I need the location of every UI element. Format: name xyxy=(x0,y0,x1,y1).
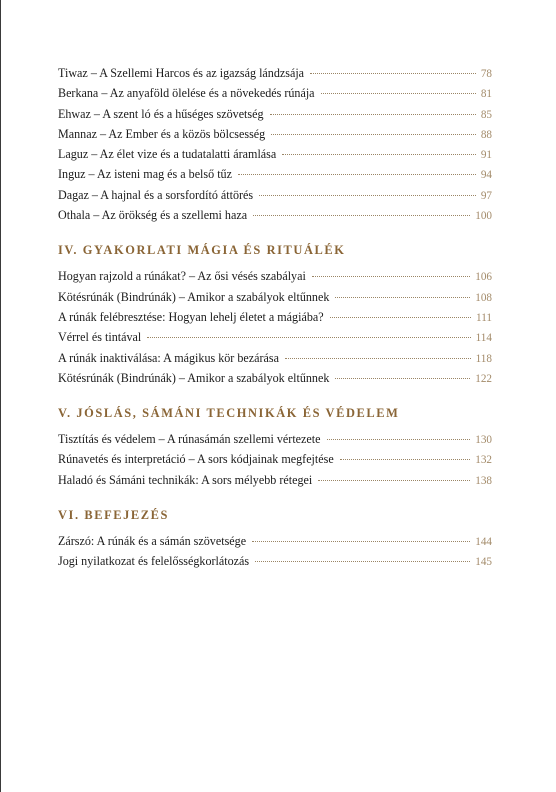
dot-leader xyxy=(271,134,476,135)
toc-entry-page: 122 xyxy=(475,372,492,385)
toc-entry-page: 106 xyxy=(475,271,492,284)
toc-entry-page: 97 xyxy=(480,189,492,202)
dot-leader xyxy=(335,297,470,298)
toc-entry-page: 114 xyxy=(475,332,492,345)
dot-leader xyxy=(282,154,476,155)
table-of-contents xyxy=(58,63,492,572)
dot-leader xyxy=(238,174,476,175)
dot-leader xyxy=(327,439,471,440)
toc-entry-page: 108 xyxy=(475,291,492,304)
toc-entry-title: Zárszó: A rúnák és a sámán szövetsége xyxy=(58,534,247,549)
dot-leader xyxy=(253,215,470,216)
toc-entry[interactable] xyxy=(58,144,492,164)
toc-entry-title: Ehwaz – A szent ló és a hűséges szövetség xyxy=(58,106,264,121)
dot-leader xyxy=(335,378,470,379)
toc-entry-title: A rúnák felébresztése: Hogyan lehelj életet a mágiába? xyxy=(58,309,324,324)
toc-entry-page: 85 xyxy=(480,108,492,121)
dot-leader xyxy=(318,480,470,481)
toc-entry-title: Jogi nyilatkozat és felelősségkorlátozás xyxy=(58,554,250,569)
toc-entry-page: 144 xyxy=(475,536,492,549)
dot-leader xyxy=(147,337,470,338)
toc-group-runes xyxy=(58,63,492,225)
toc-entry[interactable] xyxy=(58,307,492,327)
toc-entry-title: Othala – Az örökség és a szellemi haza xyxy=(58,208,248,223)
toc-entry-title: Inguz – Az isteni mag és a belső tűz xyxy=(58,167,232,182)
section-heading: VI. BEFEJEZÉS xyxy=(58,508,170,523)
toc-entry-page: 118 xyxy=(475,352,492,365)
dot-leader xyxy=(321,93,476,94)
toc-entry[interactable] xyxy=(58,327,492,347)
toc-entry-page: 111 xyxy=(476,311,492,324)
toc-entry-title: Tiwaz – A Szellemi Harcos és az igazság lándzsája xyxy=(58,66,305,80)
toc-entry-title: Vérrel és tintával xyxy=(58,330,142,345)
dot-leader xyxy=(259,195,476,196)
toc-entry-title: A rúnák inaktiválása: A mágikus kör bezárása xyxy=(58,350,279,365)
dot-leader xyxy=(330,317,471,318)
toc-entry-page: 138 xyxy=(475,474,492,487)
toc-section-v xyxy=(58,403,492,490)
section-heading: IV. GYAKORLATI MÁGIA ÉS RITUÁLÉK xyxy=(58,243,346,258)
toc-entry[interactable] xyxy=(58,104,492,124)
toc-entry-title: Berkana – Az anyaföld ölelése és a növekedés rúnája xyxy=(58,86,315,101)
toc-entry-title: Hogyan rajzold a rúnákat? – Az ősi vésés szabályai xyxy=(58,269,306,284)
toc-entry-page: 100 xyxy=(475,210,492,223)
dot-leader xyxy=(255,561,470,562)
page-edge-rule xyxy=(0,0,1,792)
toc-entry[interactable] xyxy=(58,83,492,103)
toc-entry-page: 94 xyxy=(480,169,492,182)
toc-entry[interactable] xyxy=(58,266,492,286)
dot-leader xyxy=(312,276,470,277)
toc-entry-page: 145 xyxy=(475,556,492,569)
toc-entry[interactable] xyxy=(58,368,492,388)
dot-leader xyxy=(340,459,470,460)
toc-entry[interactable] xyxy=(58,449,492,469)
section-heading: V. JÓSLÁS, SÁMÁNI TECHNIKÁK ÉS VÉDELEM xyxy=(58,406,400,421)
toc-entry[interactable] xyxy=(58,287,492,307)
toc-entry-page: 130 xyxy=(475,434,492,447)
toc-entry[interactable] xyxy=(58,164,492,184)
toc-entry-page: 88 xyxy=(480,128,492,141)
toc-entry-title: Tisztítás és védelem – A rúnasámán szellemi vértezete xyxy=(58,432,321,447)
toc-entry[interactable] xyxy=(58,205,492,225)
toc-entry-title: Kötésrúnák (Bindrúnák) – Amikor a szabályok eltűnnek xyxy=(58,370,330,385)
toc-section-vi xyxy=(58,505,492,572)
toc-entry-page: 81 xyxy=(480,88,492,101)
toc-entry[interactable] xyxy=(58,470,492,490)
toc-entry-title: Haladó és Sámáni technikák: A sors mélyebb rétegei xyxy=(58,472,313,487)
toc-entry[interactable] xyxy=(58,124,492,144)
toc-entry-title: Kötésrúnák (Bindrúnák) – Amikor a szabályok eltűnnek xyxy=(58,289,330,304)
dot-leader xyxy=(270,114,476,115)
toc-entry[interactable] xyxy=(58,429,492,449)
toc-entry-title: Dagaz – A hajnal és a sorsfordító áttörés xyxy=(58,187,254,202)
toc-entry-page: 91 xyxy=(480,149,492,162)
toc-entry[interactable] xyxy=(58,63,492,83)
toc-section-iv xyxy=(58,240,492,388)
toc-entry-page: 132 xyxy=(475,454,492,467)
toc-entry[interactable] xyxy=(58,185,492,205)
toc-entry[interactable] xyxy=(58,348,492,368)
dot-leader xyxy=(310,73,476,74)
toc-entry-title: Rúnavetés és interpretáció – A sors kódjainak megfejtése xyxy=(58,452,334,467)
toc-entry-title: Mannaz – Az Ember és a közös bölcsesség xyxy=(58,126,266,141)
dot-leader xyxy=(252,541,470,542)
dot-leader xyxy=(285,358,471,359)
toc-entry[interactable] xyxy=(58,551,492,571)
toc-entry-title: Laguz – Az élet vize és a tudatalatti áramlása xyxy=(58,147,277,162)
toc-entry-page: 78 xyxy=(480,68,492,80)
toc-entry[interactable] xyxy=(58,531,492,551)
